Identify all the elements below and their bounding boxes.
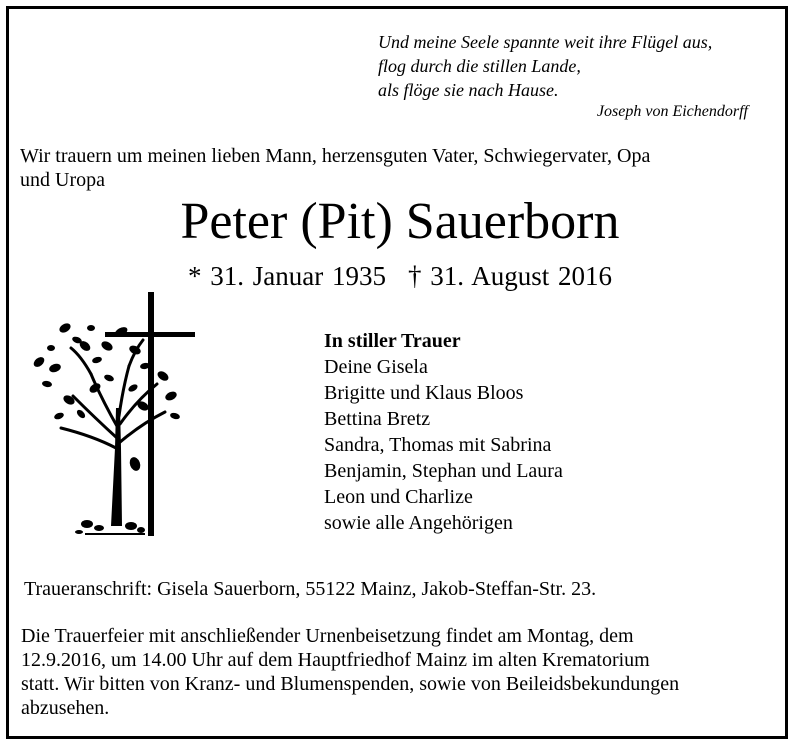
poem-author: Joseph von Eichendorff (596, 103, 748, 120)
intro-text (20, 144, 760, 192)
mourners-heading: In stiller Trauer (324, 330, 461, 352)
notice-line: 12.9.2016, um 14.00 Uhr auf dem Hauptfriedhof Mainz im alten Krematorium (21, 649, 650, 671)
mourner-line: Benjamin, Stephan und Laura (324, 460, 563, 482)
mourner-line: Leon und Charlize (324, 486, 473, 508)
mourner-line: Deine Gisela (324, 356, 428, 378)
poem-line: als flöge sie nach Hause. (378, 80, 559, 100)
notice-line: Die Trauerfeier mit anschließender Urnenbeisetzung findet am Montag, dem (21, 625, 634, 647)
notice-line: abzusehen. (21, 697, 110, 719)
poem-line: flog durch die stillen Lande, (378, 56, 581, 76)
deceased-name: Peter (Pit) Sauerborn (180, 193, 620, 250)
mourner-line: Sandra, Thomas mit Sabrina (324, 434, 552, 456)
mourners-list (324, 328, 724, 536)
tree-and-cross-icon (25, 288, 195, 548)
birth-date: * 31. Januar 1935 (188, 261, 386, 291)
mourning-address: Traueranschrift: Gisela Sauerborn, 55122 Mainz, Jakob-Steffan-Str. 23. (24, 578, 597, 600)
funeral-notice (21, 624, 791, 720)
notice-line: statt. Wir bitten von Kranz- und Blumenspenden, sowie von Beileidsbekundungen (21, 673, 680, 695)
poem-line: Und meine Seele spannte weit ihre Flügel aus, (378, 32, 713, 52)
mourner-line: sowie alle Angehörigen (324, 512, 513, 534)
intro-line: Wir trauern um meinen lieben Mann, herzensguten Vater, Schwiegervater, Opa (20, 145, 651, 167)
mourner-line: Bettina Bretz (324, 408, 431, 430)
intro-line: und Uropa (20, 169, 105, 191)
mourner-line: Brigitte und Klaus Bloos (324, 382, 524, 404)
death-date: † 31. August 2016 (407, 261, 612, 291)
poem-quote (378, 30, 778, 122)
